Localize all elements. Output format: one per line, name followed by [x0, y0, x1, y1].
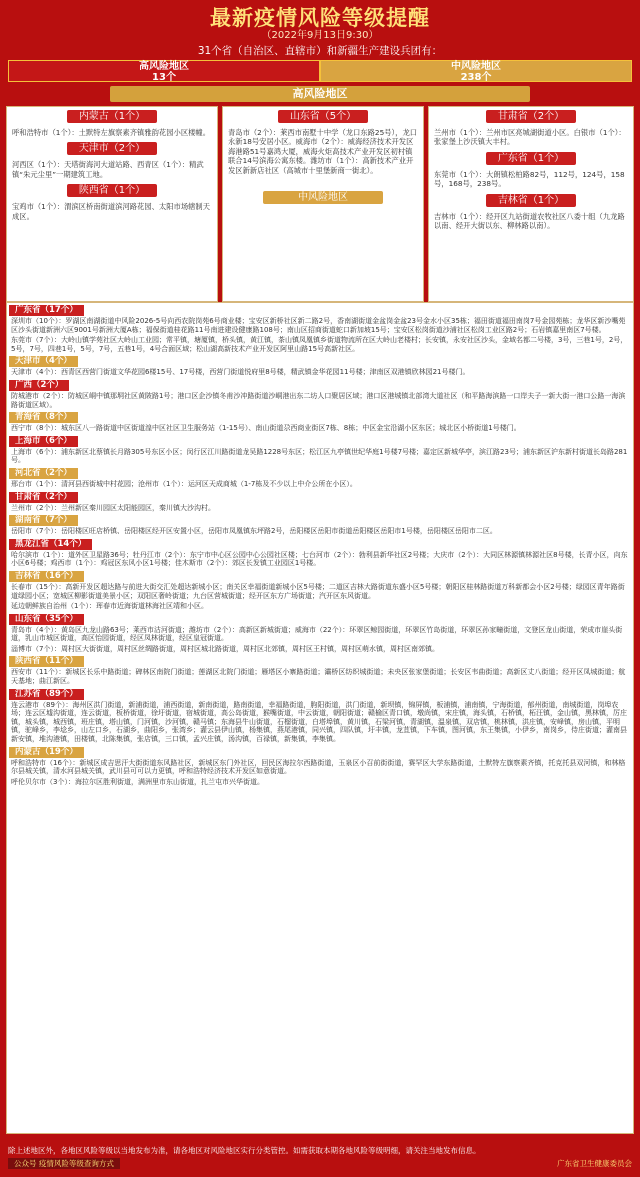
mid-region-entry: 东莞市（7个）：大岭山镇学苑社区大岭山工业园；常平镇，塘厦镇，桥头镇，黄江镇，茶山镇凤凰镇乡街道物流所在区大岭山老楼村；长安镇，永安社区沙头，金域名都二号楼，3号，三巷1号，2号，5号，7号，四巷1号，5号，7号，五巷1号，4号合面区域；松山湖高新技术产业开发区阿里山路15号高新社区。 [11, 336, 628, 353]
mid-province-title: 黑龙江省（14个） [9, 539, 92, 550]
province-body-shaanxi: 宝鸡市（1个）：渭滨区桥南街道滨河路花园、太阳市场辖制天成区。 [12, 202, 211, 221]
province-title-jilin: 吉林省（1个） [486, 194, 576, 207]
mid-region-entry: 深圳市（10个）：罗湖区南湖街道中风险2026-5号向西农院岗苑6号商业楼；宝安区新桥社区新二路2号，香南湖街道金盆岗金盆23号金水小区35栋；福田街道福田南岗7号金园苑栋；龙华区新沙嘴苑区沙头街道新洲六区9001号新洲大厦A栋；福保街道桂花路11号南进建设健康路108号；南山区招商街道蛇口新加坡15号；宝安区松岗街道沙浦社区松岗工业区路2号；石岩镇嘉里南区7号楼。 [11, 317, 626, 334]
page-title: 最新疫情风险等级提醒 [210, 6, 430, 30]
mid-province-title: 江苏省（89个） [9, 689, 84, 700]
mid-region-entry: 连云港市（89个）：海州区洪门街道，新浦街道，浦西街道，新南街道，路南街道，幸福路街道，朐阳街道，洪门街道，新坝镇，锦屏镇，板浦镇，浦南镇，宁海街道，郁州街道，南城街道，岗埠农场；连云区墟沟街道，连云街道，板桥街道，徐圩街道，宿城街道，高公岛街道，猴嘴街道，中云街道，朝阳街道；赣榆区青口镇，墩尚镇，宋庄镇，海头镇，石桥镇，柘汪镇，金山镇，黑林镇，厉庄镇，城头镇，城西镇，班庄镇，塔山镇，门河镇，沙河镇，赣马镇；东海县牛山街道，石榴街道，白塔埠镇，黄川镇，石梁河镇，青湖镇，温泉镇，双店镇，桃林镇，洪庄镇，安峰镇，房山镇，平明镇，驼峰乡，李埝乡，山左口乡，石湖乡，曲阳乡，张湾乡；灌云县伊山镇，杨集镇，燕尾港镇，同兴镇，四队镇，圩丰镇，龙苴镇，下车镇，图河镇，东王集镇，小伊乡，南岗乡，侍庄街道；灌南县新安镇，堆沟港镇，田楼镇，北陈集镇，张店镇，三口镇，孟兴庄镇，汤沟镇，百禄镇，新集镇，李集镇。 [11, 700, 627, 744]
high-risk-section-title: 高风险地区 [110, 86, 530, 102]
footer [0, 1143, 640, 1177]
mid-region-entry: 天津市（4个）：西青区西营门街道文华花园6楼15号、17号楼，西营门街道悦府里8号楼，精武镇金华花园11号楼；津南区双港镇欣林园21号楼门。 [11, 368, 470, 377]
mid-province-header [9, 436, 633, 447]
mid-province-header [9, 539, 633, 550]
mid-province-title: 广东省（17个） [9, 305, 84, 316]
mid-province-header [9, 747, 633, 758]
high-risk-column-right [428, 106, 634, 302]
header [0, 0, 640, 44]
mid-region-entry: 淄博市（7个）：周村区大街街道，周村区丝绸路街道，周村区城北路街道，周村区北郊镇，周村区王村镇，周村区萌水镇，周村区南郊镇。 [11, 644, 439, 653]
mid-province-title: 河北省（2个） [9, 468, 78, 479]
mid-region-entry: 延边朝鲜族自治州（1个）：珲春市近海街道林海社区靖和小区。 [11, 602, 208, 611]
summary-text: 31个省（自治区、直辖市）和新疆生产建设兵团有： [197, 45, 443, 57]
province-body-jilin: 吉林市（1个）：经开区九站街道农牧社区八委十组（九龙路以南、经开大街以东、柳林路以南）。 [434, 211, 625, 231]
footer-org: 广东省卫生健康委员会 [557, 1159, 632, 1168]
mid-region-entry: 上海市（6个）：浦东新区北蔡镇长月路305号东区小区；闵行区江川路街道龙吴路1228号东区；松江区九亭镇世纪华庭1号楼7号楼；嘉定区新城华亭，滨江路23号；浦东新区沪东新村街道长岛路281号。 [11, 447, 628, 465]
province-title-tianjin: 天津市（2个） [67, 142, 157, 155]
mid-province-title: 青海省（8个） [9, 412, 78, 423]
province-body-gansu: 兰州市（1个）：兰州市区亮城湖街道小区。白银市（1个）：张家堡上沙沃镇大丰村。 [434, 128, 626, 147]
mid-province-header [9, 356, 633, 367]
mid-region-entry: 兰州市（2个）：兰州新区秦川园区太阳能园区，秦川镇大沙沟村。 [11, 503, 215, 512]
mid-province-title: 上海市（6个） [9, 436, 78, 447]
province-body-shandong: 青岛市（2个）：莱西市南墅十中学（龙口东路25号），龙口永新18号安居小区。威海市（2个）：威海经济技术开发区海港路51号嘉鸿大厦，威海火炬高技术产业开发区初村镇联合14号滨海公寓东楼。潍坊市（1个）：高新技术产业开发区新新店社区（高城市十里堡新商一街北）。 [228, 128, 418, 175]
mid-region-entry: 防城港市（2个）：防城区峒中镇那垌社区黄陂路1号；港口区企沙镇冬甫沙冲路街道沙峒港出东二坊人口聚居区域；港口区港城镇北部湾大道社区（和平路海滨路一口岸夫子一新大街一港口公路一海滨路街道区域）。 [11, 391, 626, 409]
mid-region-entry: 长春市（15个）：高新开发区超达路与前进大街交汇处超达新城小区；南关区幸福街道新城小区5号楼；二道区吉林大路街道东盛小区5号楼；朝阳区桂林路街道万科新都会小区2号楼；绿园区青年路街道绿园小区；宽城区柳影街道美景小区；双阳区奢岭街道；九台区营城街道；经开区东方广场街道；汽开区东风街道。 [11, 582, 625, 600]
count-row [8, 60, 632, 82]
province-title-gansu: 甘肃省（2个） [486, 110, 576, 123]
mid-region-entry: 邢台市（1个）：清河县西街城中村花园；沧州市（1个）：运河区天成商城（1-7栋及不少以上中介公所在小区）。 [11, 479, 357, 488]
mid-risk-list [6, 302, 634, 1134]
mid-province-header [9, 305, 633, 316]
footer-bottom-row [0, 1158, 640, 1169]
high-risk-grid [0, 106, 640, 302]
mid-province-title: 山东省（35个） [9, 614, 84, 625]
page-subtitle: （2022年9月13日9:30） [261, 30, 379, 41]
province-body-guangdong: 东莞市（1个）：大朗镇松柏路82号，112号，124号，158号，168号，238号。 [434, 169, 625, 189]
province-body-tianjin: 河西区（1个）：天塔街海河大道站路、西青区（1个）：精武镇“朱元尘里”一期建筑工地。 [12, 160, 204, 179]
mid-province-header [9, 571, 633, 582]
province-title-shandong: 山东省（5个） [278, 110, 368, 123]
mid-region-entry: 岳阳市（7个）：岳阳楼区旺店桥镇、岳阳楼区经开区安置小区，岳阳市凤凰镇东坪路2号，岳阳楼区岳阳市街道岳阳楼区岳阳市1号楼，岳阳楼区岳阳市二区。 [11, 527, 497, 536]
high-count-box [8, 60, 320, 82]
mid-region-entry: 西安市（11个）：新城区长乐中路街道；碑林区南院门街道；莲湖区北院门街道；雁塔区小寨路街道；灞桥区纺织城街道；未央区张家堡街道；长安区韦曲街道；高新区丈八街道；经开区凤城街道；航天基地；曲江新区。 [11, 668, 626, 686]
mid-province-title: 吉林省（16个） [9, 571, 84, 582]
mid-province-header [9, 689, 633, 700]
mid-province-header [9, 412, 633, 423]
mid-risk-label-inline: 中风险地区 [263, 191, 383, 204]
footer-note: 除上述地区外，各地区风险等级以当地发布为准，请各地区对风险地区实行分类管控。如需获取本期各地风险等级明细，请关注当地发布信息。 [8, 1146, 481, 1155]
mid-province-title: 陕西省（11个） [9, 656, 84, 667]
high-count-value: 13个 [152, 72, 176, 83]
mid-region-entry: 西宁市（8个）：城东区八一路街道中区街道湟中区社区卫生服务站（1-15号）、南山街道尕西商业街区7栋、8栋；中区金宝沿湖小区东区；城北区小桥街道1号楼门。 [11, 424, 521, 433]
high-count-label: 高风险地区 [139, 61, 189, 72]
province-title-neimenggu: 内蒙古（1个） [67, 110, 157, 123]
mid-count-value: 238个 [460, 72, 492, 83]
mid-region-entry: 呼伦贝尔市（3个）：海拉尔区胜利街道，满洲里市东山街道，扎兰屯市兴华街道。 [11, 777, 264, 786]
mid-region-entry: 哈尔滨市（1个）：道外区卫星路36号；牡丹江市（2个）：东宁市中心区公园中心公园社区楼；七台河市（2个）：勃利县新华社区2号楼；大庆市（2个）：大同区林源镇林源社区8号楼，长青小区，向东小区6号楼；鸡西市（1个）：鸡冠区东风小区1号楼；佳木斯市（2个）：郊区长发镇工业园区1号楼。 [11, 550, 628, 568]
mid-province-header [9, 380, 633, 391]
mid-province-header [9, 468, 633, 479]
mid-province-title: 甘肃省（2个） [9, 492, 78, 503]
mid-province-header [9, 656, 633, 667]
province-title-shaanxi: 陕西省（1个） [67, 184, 157, 197]
mid-province-title: 广西（2个） [9, 380, 69, 391]
mid-province-header [9, 515, 633, 526]
high-risk-column-left [6, 106, 218, 302]
footer-slogan: 公众号 疫情风险等级查询方式 [8, 1158, 120, 1169]
mid-count-label: 中风险地区 [451, 61, 501, 72]
province-title-guangdong: 广东省（1个） [486, 152, 576, 165]
mid-province-title: 天津市（4个） [9, 356, 78, 367]
mid-province-header [9, 492, 633, 503]
province-body-neimenggu: 呼和浩特市（1个）：土默特左旗察素齐镇雅韵花园小区楼幢。 [12, 128, 211, 137]
mid-region-entry: 呼和浩特市（16个）：新城区成吉思汗大街街道东风路社区，新城区东门外社区，回民区海拉尔西路街道，玉泉区小召前街街道，赛罕区大学东路街道，土默特左旗察素齐镇，托克托县双河镇，和林格尔县城关镇，清水河县城关镇，武川县可可以力更镇，呼和浩特经济技术开发区如意街道。 [11, 758, 626, 776]
mid-region-entry: 青岛市（4个）：黄岛区九龙山路63号；莱西市沽河街道；潍坊市（2个）：高新区新城街道；威海市（22个）：环翠区鲸园街道，环翠区竹岛街道，环翠区孙家疃街道，文登区龙山街道，荣成市崖头街道，乳山市城区街道，高区怡园街道，经区凤林街道，经区皇冠街道。 [11, 625, 623, 643]
mid-province-title: 内蒙古（19个） [9, 747, 84, 758]
mid-province-title: 湖南省（7个） [9, 515, 78, 526]
mid-province-header [9, 614, 633, 625]
high-risk-column-middle [222, 106, 424, 302]
mid-count-box [320, 60, 632, 82]
